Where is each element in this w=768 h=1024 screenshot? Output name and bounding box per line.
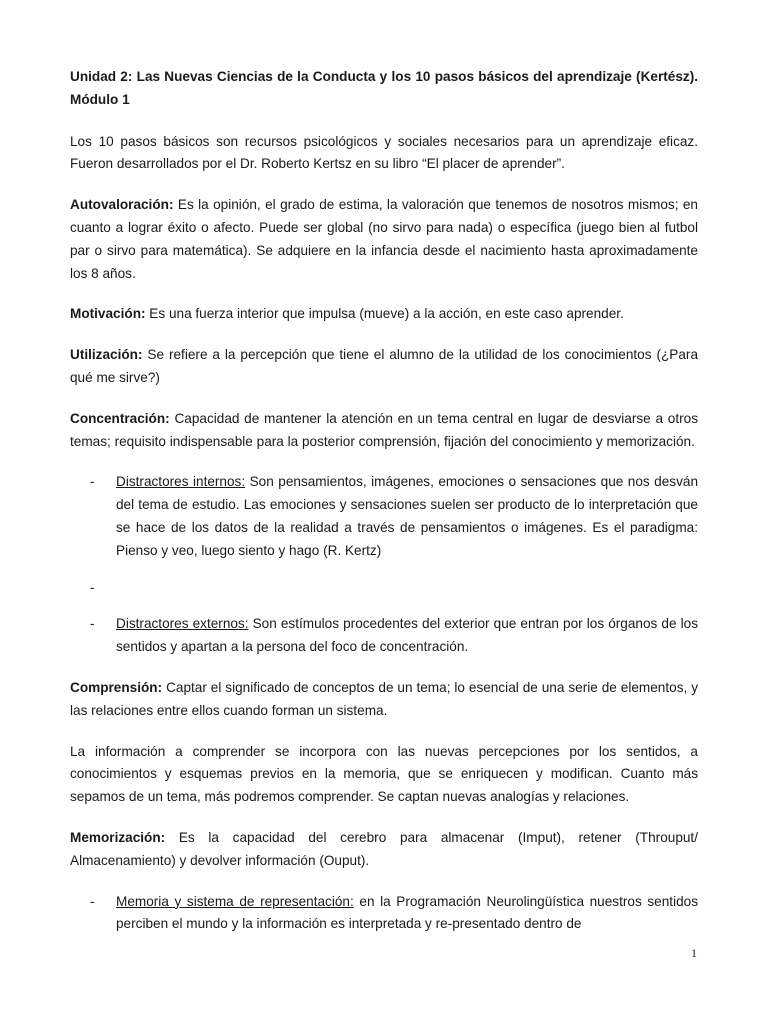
distractores-internos-text: Son pensamientos, imágenes, emociones o sensaciones que nos desván del tema de estudio. Las emociones y sensaciones suelen ser producto de lo interpretación que se hace de los datos de la realidad a través de pensamientos o imágenes. Es el paradigma: Pienso y veo, luego siento y hago (R. Kertz) [116,474,699,558]
memorizacion-term: Memorización: [70,829,166,845]
autovaloracion-paragraph [70,194,698,285]
distractores-internos-term: Distractores internos: [116,474,246,490]
autovaloracion-text: Es la opinión, el grado de estima, la valoración que tenemos de nosotros mismos; en cuanto a lograr éxito o afecto. Puede ser global (no sirvo para nada) o específica (juego bien al futbol par o sirvo para matemática). Se adquiere en la infancia desde el nacimiento hasta aproximadamente los 8 años. [70,197,698,281]
list-dash: - [90,579,95,595]
concentracion-term: Concentración: [70,410,170,426]
comprension-term: Comprensión: [70,679,163,695]
utilizacion-term: Utilización: [70,347,143,363]
list-item-distractores-externos [70,613,698,659]
page-number: 1 [691,946,697,960]
list-item-memoria-sistema [70,891,698,937]
comprension-text: Captar el significado de conceptos de un tema; lo esencial de una serie de elementos, y las relaciones entre ellos cuando forman un sistema. [70,679,698,718]
motivacion-text: Es una fuerza interior que impulsa (mueve) a la acción, en este caso aprender. [145,306,624,322]
list-item-distractores-internos [70,471,698,562]
intro-paragraph: Los 10 pasos básicos son recursos psicológicos y sociales necesarios para un aprendizaje eficaz. Fueron desarrollados por el Dr. Roberto Kertsz en su libro “El placer de aprender”. [70,133,698,172]
memorizacion-paragraph [70,827,698,873]
utilizacion-paragraph [70,344,698,390]
list-dash: - [90,474,95,490]
autovaloracion-term: Autovaloración: [70,197,174,213]
list-item-empty [70,577,698,600]
list-dash: - [90,616,95,632]
memoria-sistema-text: en la Programación Neurolingüística nuestros sentidos perciben el mundo y la información es interpretada y re-presentado dentro de [116,893,699,932]
utilizacion-text: Se refiere a la percepción que tiene el alumno de la utilidad de los conocimientos (¿Para qué me sirve?) [70,347,698,385]
document-title: Unidad 2: Las Nuevas Ciencias de la Conducta y los 10 pasos básicos del aprendizaje (Kertész). Módulo 1 [70,69,698,107]
memorizacion-text: Es la capacidad del cerebro para almacenar (Imput), retener (Throuput/ Almacenamiento) y devolver información (Ouput). [70,829,698,868]
informacion-paragraph: La información a comprender se incorpora con las nuevas percepciones por los sentidos, a conocimientos y esquemas previos en la memoria, que se enriquecen y modifican. Cuanto más sepamos de un tema, más podremos comprender. Se captan nuevas analogías y relaciones. [70,743,698,805]
memoria-sistema-term: Memoria y sistema de representación: [116,893,354,909]
list-dash: - [90,893,95,909]
concentracion-text: Capacidad de mantener la atención en un tema central en lugar de desviarse a otros temas; requisito indispensable para la posterior comprensión, fijación del conocimiento y memorización. [70,410,698,449]
distractores-externos-text: Son estímulos procedentes del exterior que entran por los órganos de los sentidos y apartan a la persona del foco de concentración. [116,616,698,655]
motivacion-paragraph [70,303,698,326]
distractores-externos-term: Distractores externos: [116,616,249,632]
concentracion-paragraph [70,408,698,454]
motivacion-term: Motivación: [70,306,146,322]
document-page [70,66,698,954]
comprension-paragraph [70,677,698,723]
